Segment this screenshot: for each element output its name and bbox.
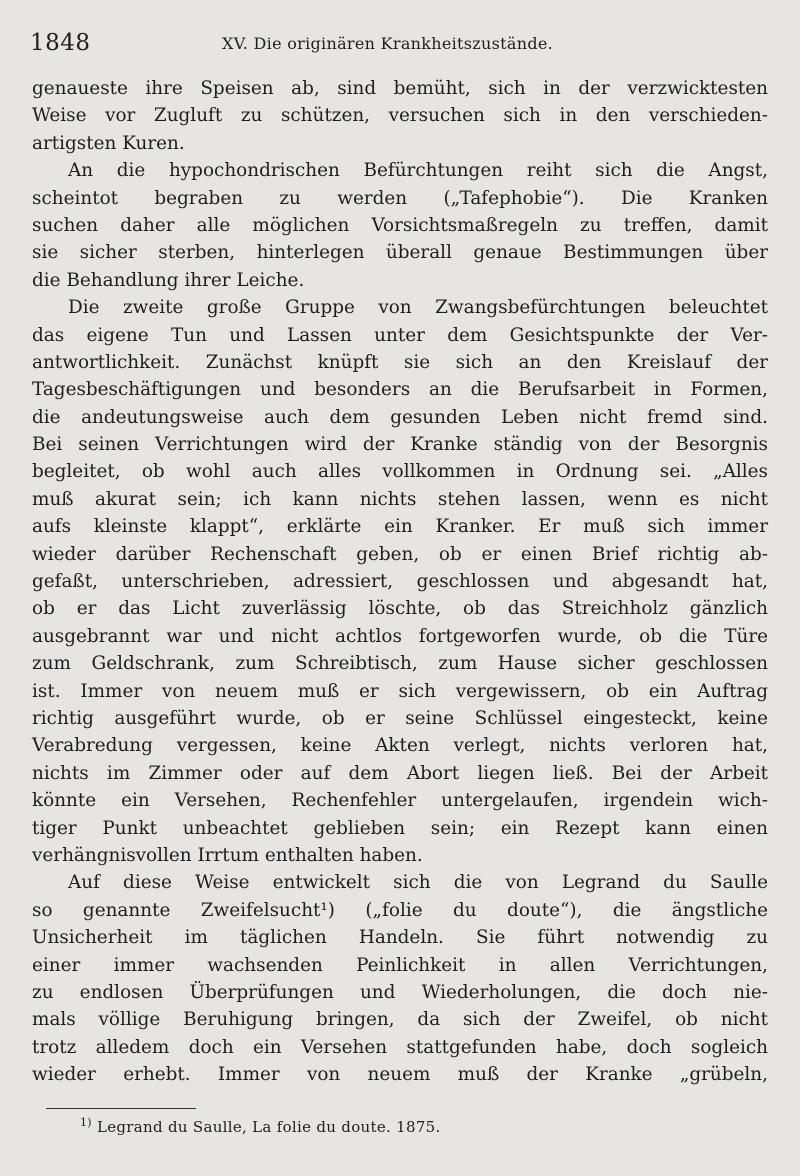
page-number: 1848	[30, 30, 91, 56]
text-line: begleitet, ob wohl auch alles vollkommen in Ordnung sei. „Alles	[32, 461, 768, 483]
text-line: ist. Immer von neuem muß er sich vergewissern, ob ein Auftrag	[32, 680, 768, 702]
text-line: zum Geldschrank, zum Schreibtisch, zum Hause sicher geschlossen	[32, 653, 768, 675]
body-text	[32, 75, 768, 1088]
text-line: einer immer wachsenden Peinlichkeit in allen Verrichtungen,	[32, 954, 768, 976]
text-line: mals völlige Beruhigung bringen, da sich der Zweifel, ob nicht	[32, 1009, 768, 1031]
text-line: gefaßt, unterschrieben, adressiert, geschlossen und abgesandt hat,	[32, 571, 768, 593]
footnote-marker: 1)	[80, 1116, 92, 1129]
text-line: Verabredung vergessen, keine Akten verlegt, nichts verloren hat,	[32, 735, 768, 757]
text-line: suchen daher alle möglichen Vorsichtsmaßregeln zu treffen, damit	[32, 214, 768, 236]
text-line: das eigene Tun und Lassen unter dem Gesichtspunkte der Ver-	[32, 324, 768, 346]
text-line: ausgebrannt war und nicht achtlos fortgeworfen wurde, ob die Türe	[32, 625, 768, 647]
text-line: An die hypochondrischen Befürchtungen reiht sich die Angst,	[68, 160, 768, 182]
footnote-divider	[46, 1108, 196, 1109]
text-line: richtig ausgeführt wurde, ob er seine Schlüssel eingesteckt, keine	[32, 707, 768, 729]
text-line: verhängnisvollen Irrtum enthalten haben.	[32, 844, 423, 866]
text-line: die andeutungsweise auch dem gesunden Leben nicht fremd sind.	[32, 406, 768, 428]
text-line: aufs kleinste klappt“, erklärte ein Kranker. Er muß sich immer	[32, 516, 768, 538]
text-line: Bei seinen Verrichtungen wird der Kranke ständig von der Besorgnis	[32, 434, 768, 456]
running-title: XV. Die originären Krankheitszustände.	[222, 34, 554, 53]
footnote-text: Legrand du Saulle, La folie du doute. 1875.	[96, 1118, 441, 1136]
text-line: wieder erhebt. Immer von neuem muß der Kranke „grübeln,	[32, 1064, 768, 1086]
text-line: muß akurat sein; ich kann nichts stehen lassen, wenn es nicht	[32, 488, 768, 510]
text-line: artigsten Kuren.	[32, 132, 185, 154]
text-line: tiger Punkt unbeachtet geblieben sein; ein Rezept kann einen	[32, 817, 768, 839]
text-line: könnte ein Versehen, Rechenfehler untergelaufen, irgendein wich-	[32, 790, 768, 812]
footnote	[80, 1116, 441, 1136]
page-header	[30, 30, 760, 60]
text-line: Tagesbeschäftigungen und besonders an die Berufsarbeit in Formen,	[32, 379, 768, 401]
text-line: zu endlosen Überprüfungen und Wiederholungen, die doch nie-	[32, 981, 768, 1003]
text-line: Weise vor Zugluft zu schützen, versuchen sich in den verschieden-	[32, 105, 768, 127]
text-line: wieder darüber Rechenschaft geben, ob er einen Brief richtig ab-	[32, 543, 768, 565]
text-line: nichts im Zimmer oder auf dem Abort liegen ließ. Bei der Arbeit	[32, 762, 768, 784]
text-line: Die zweite große Gruppe von Zwangsbefürchtungen beleuchtet	[68, 297, 768, 319]
text-line: so genannte Zweifelsucht¹) („folie du doute“), die ängstliche	[32, 899, 768, 921]
text-line: sie sicher sterben, hinterlegen überall genaue Bestimmungen über	[32, 242, 768, 264]
text-line: ob er das Licht zuverlässig löschte, ob das Streichholz gänzlich	[32, 598, 768, 620]
text-line: Unsicherheit im täglichen Handeln. Sie führt notwendig zu	[32, 927, 768, 949]
text-line: genaueste ihre Speisen ab, sind bemüht, sich in der verzwicktesten	[32, 78, 768, 99]
text-line: die Behandlung ihrer Leiche.	[32, 269, 305, 291]
text-line: trotz alledem doch ein Versehen stattgefunden habe, doch sogleich	[32, 1036, 768, 1058]
text-line: antwortlichkeit. Zunächst knüpft sie sich an den Kreislauf der	[32, 351, 768, 373]
text-line: Auf diese Weise entwickelt sich die von Legrand du Saulle	[68, 872, 768, 894]
text-line: scheintot begraben zu werden („Tafephobie“). Die Kranken	[32, 187, 768, 209]
